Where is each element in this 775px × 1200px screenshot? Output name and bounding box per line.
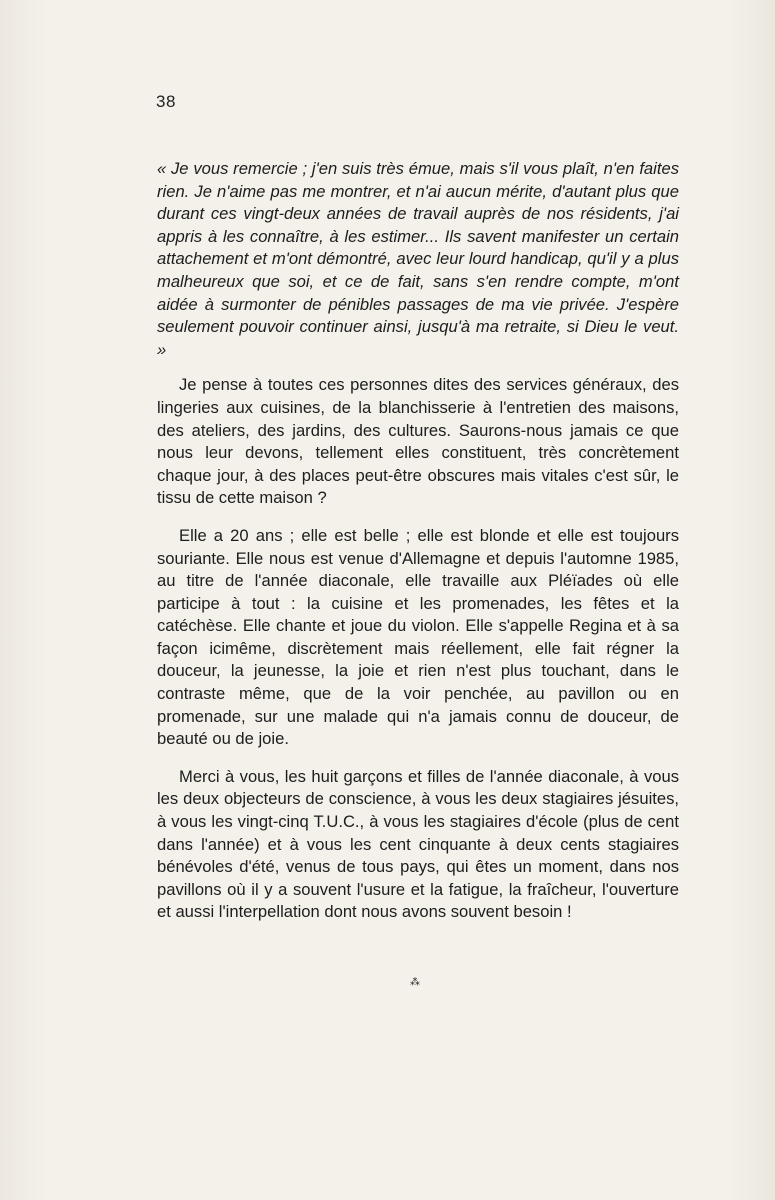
paragraph: Elle a 20 ans ; elle est belle ; elle est blonde et elle est toujours souriante. Elle nous est venue d'Allemagne et depuis l'automne 1985, au titre de l'année diaconale, elle travaille aux Pléïades où elle participe à tout : la cuisine et les promenades, les fêtes et la catéchèse. Elle chante et joue du violon. Elle s'appelle Regina et à sa façon icimême, discrètement mais réellement, elle fait régner la douceur, la jeunesse, la joie et rien n'est plus touchant, dans le contraste même, que de la voir penchée, au pavillon ou en promenade, sur une malade qui n'a jamais connu de douceur, de beauté ou de joie. <box>157 525 679 749</box>
page-body <box>157 158 679 924</box>
paragraph: Je pense à toutes ces personnes dites des services généraux, des lingeries aux cuisines, de la blanchisserie à l'entretien des maisons, des ateliers, des jardins, des cultures. Saurons-nous jamais ce que nous leur devons, tellement elles constituent, très concrètement chaque jour, à des places peut-être obscures mais vitales c'est sûr, le tissu de cette maison ? <box>157 375 679 508</box>
asterism-separator: ⁂ <box>410 977 420 988</box>
paragraph: Merci à vous, les huit garçons et filles de l'année diaconale, à vous les deux objecteurs de conscience, à vous les deux stagiaires jésuites, à vous les vingt-cinq T.U.C., à vous les stagiaires d'école (plus de cent dans l'année) et à vous les cent cinquante à deux cents stagiaires bénévoles d'été, venus de tous pays, qui êtes un moment, dans nos pavillons où il y a souvent l'usure et la fatigue, la fraîcheur, l'ouverture et aussi l'interpellation dont nous avons souvent besoin ! <box>157 766 679 922</box>
paragraph-quote: « Je vous remercie ; j'en suis très émue, mais s'il vous plaît, n'en faites rien. Je n'aime pas me montrer, et n'ai aucun mérite, d'autant plus que durant ces vingt-deux années de travail auprès de nos résidents, j'ai appris à les connaître, à les estimer... Ils savent manifester un certain attachement et m'ont démontré, avec leur lourd handicap, qu'il y a plus malheureux que soi, et ce de fait, sans s'en rendre compte, m'ont aidée à surmonter de pénibles passages de ma vie privée. J'espère seulement pouvoir continuer ainsi, jusqu'à ma retraite, si Dieu le veut. » <box>157 159 679 359</box>
page-number: 38 <box>156 92 176 111</box>
